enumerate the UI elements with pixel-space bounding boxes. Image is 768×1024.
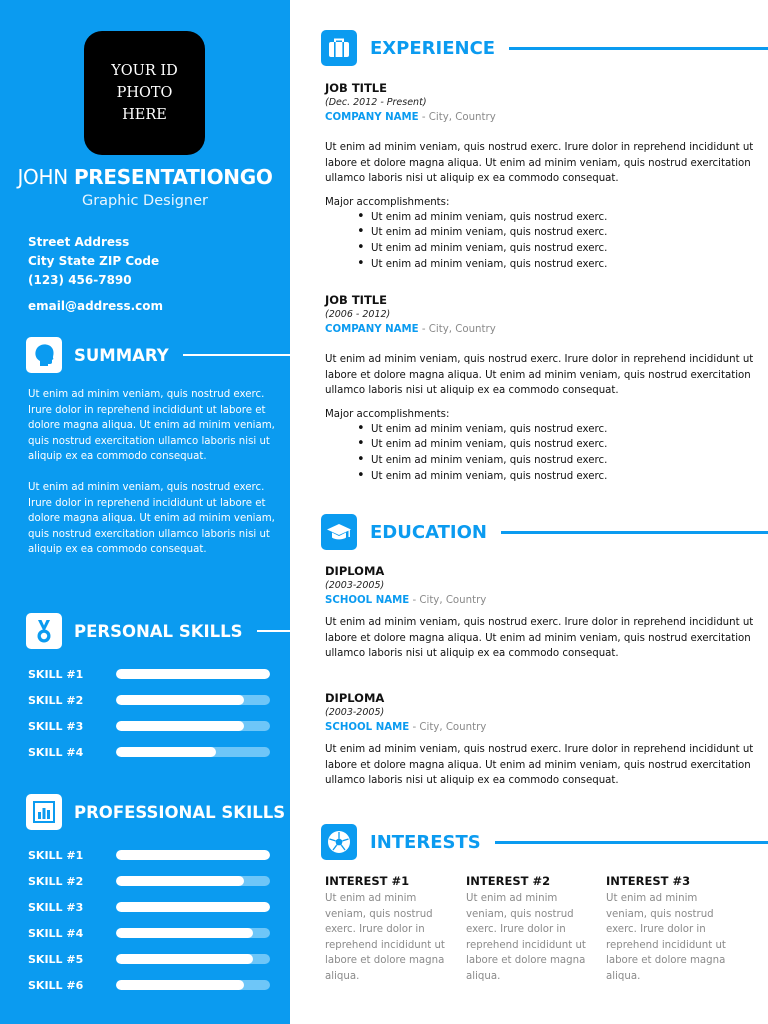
heading-divider <box>183 354 290 356</box>
experience-entry <box>325 292 755 484</box>
skill-row <box>28 666 272 682</box>
skill-level-bar <box>116 980 270 990</box>
skill-row <box>28 744 272 760</box>
skill-level-bar <box>116 747 270 757</box>
email-link[interactable]: email@address.com <box>28 299 164 313</box>
interest-title: INTEREST #2 <box>466 874 551 888</box>
briefcase-icon <box>321 30 357 66</box>
skill-label: SKILL #5 <box>28 952 84 966</box>
job-title: JOB TITLE <box>325 81 387 95</box>
skill-row <box>28 873 272 889</box>
phone-number: (123) 456-7890 <box>28 273 132 287</box>
skill-row <box>28 951 272 967</box>
heading-divider <box>501 531 768 534</box>
list-item: • Ut enim ad minim veniam, quis nostrud exerc. <box>371 469 755 485</box>
company-name: COMPANY NAME <box>325 324 419 335</box>
accomplishments-label: Major accomplishments: <box>325 196 450 208</box>
company-location: - City, Country <box>418 112 496 123</box>
education-entry <box>325 563 755 662</box>
personal-skills-heading <box>26 613 290 649</box>
skill-level-bar <box>116 902 270 912</box>
skill-level-bar <box>116 954 270 964</box>
last-name: PRESENTATIONGO <box>73 165 273 189</box>
school-line <box>325 593 755 609</box>
skill-label: SKILL #1 <box>28 667 84 681</box>
person-head-icon <box>26 337 62 373</box>
skill-level-fill <box>116 850 270 860</box>
interest-item <box>606 873 736 985</box>
job-description: Ut enim ad minim veniam, quis nostrud exerc. Irure dolor in reprehend incididunt ut labore et dolore magna aliqua. Ut enim ad minim veniam, quis nostrud exercitation ullamco laboris nisi ut aliquip ex ea commodo consequat. <box>325 354 754 397</box>
medal-icon <box>26 613 62 649</box>
skill-level-fill <box>116 695 244 705</box>
skill-row <box>28 925 272 941</box>
id-photo-placeholder <box>84 31 205 155</box>
summary-paragraph: Ut enim ad minim veniam, quis nostrud exerc. Irure dolor in reprehend incididunt ut labore et dolore magna aliqua. Ut enim ad minim veniam, quis nostrud exercitation ullamco laboris nisi ut aliquip ex ea commodo consequat. <box>28 389 275 463</box>
skill-label: SKILL #3 <box>28 900 84 914</box>
education-heading <box>321 514 768 550</box>
skill-level-fill <box>116 902 270 912</box>
company-location: - City, Country <box>418 324 496 335</box>
skill-level-fill <box>116 669 270 679</box>
summary-title: SUMMARY <box>74 345 169 365</box>
degree-title: DIPLOMA <box>325 691 385 705</box>
list-item: • Ut enim ad minim veniam, quis nostrud exerc. <box>371 210 755 226</box>
skill-label: SKILL #2 <box>28 693 84 707</box>
soccer-ball-icon <box>321 824 357 860</box>
list-item: • Ut enim ad minim veniam, quis nostrud exerc. <box>371 257 755 273</box>
skill-label: SKILL #2 <box>28 874 84 888</box>
job-dates: (Dec. 2012 - Present) <box>325 97 427 108</box>
interest-item <box>466 873 596 985</box>
skill-label: SKILL #4 <box>28 745 84 759</box>
skill-label: SKILL #4 <box>28 926 84 940</box>
summary-heading <box>26 337 290 373</box>
summary-paragraph: Ut enim ad minim veniam, quis nostrud exerc. Irure dolor in reprehend incididunt ut labore et dolore magna aliqua. Ut enim ad minim veniam, quis nostrud exercitation ullamco laboris nisi ut aliquip ex ea commodo consequat. <box>28 482 275 556</box>
list-item: • Ut enim ad minim veniam, quis nostrud exerc. <box>371 225 755 241</box>
photo-placeholder-text: YOUR ID PHOTO HERE <box>111 63 178 123</box>
skill-level-fill <box>116 928 253 938</box>
skill-row <box>28 847 272 863</box>
skill-label: SKILL #1 <box>28 848 84 862</box>
job-title: JOB TITLE <box>325 293 387 307</box>
school-name: SCHOOL NAME <box>325 722 410 733</box>
street-address: Street Address <box>28 235 130 249</box>
skill-row <box>28 718 272 734</box>
sidebar <box>0 0 290 1024</box>
interest-description: Ut enim ad minim veniam, quis nostrud exerc. Irure dolor in reprehend incididunt ut labore et dolore magna aliqua. <box>466 893 586 982</box>
skill-row <box>28 899 272 915</box>
education-description: Ut enim ad minim veniam, quis nostrud exerc. Irure dolor in reprehend incididunt ut labore et dolore magna aliqua. Ut enim ad minim veniam, quis nostrud exercitation ullamco laboris nisi ut aliquip ex ea commodo consequat. <box>325 617 754 660</box>
professional-skills-title: PROFESSIONAL SKILLS <box>74 802 286 822</box>
heading-divider <box>509 47 768 50</box>
candidate-name <box>0 165 290 189</box>
interest-item <box>325 873 455 985</box>
list-item: • Ut enim ad minim veniam, quis nostrud exerc. <box>371 437 755 453</box>
skill-row <box>28 977 272 993</box>
interest-title: INTEREST #1 <box>325 874 410 888</box>
personal-skills-title: PERSONAL SKILLS <box>74 621 243 641</box>
skill-level-bar <box>116 876 270 886</box>
school-line <box>325 720 755 736</box>
list-item: • Ut enim ad minim veniam, quis nostrud exerc. <box>371 453 755 469</box>
skill-level-fill <box>116 747 216 757</box>
education-title: EDUCATION <box>370 521 487 543</box>
skill-row <box>28 692 272 708</box>
education-dates: (2003-2005) <box>325 707 385 718</box>
education-entry <box>325 690 755 789</box>
skill-level-bar <box>116 721 270 731</box>
first-name: JOHN <box>17 165 68 189</box>
heading-divider <box>495 841 768 844</box>
professional-skills-heading <box>26 794 290 830</box>
skill-level-fill <box>116 980 244 990</box>
education-description: Ut enim ad minim veniam, quis nostrud exerc. Irure dolor in reprehend incididunt ut labore et dolore magna aliqua. Ut enim ad minim veniam, quis nostrud exercitation ullamco laboris nisi ut aliquip ex ea commodo consequat. <box>325 744 754 787</box>
interest-title: INTEREST #3 <box>606 874 691 888</box>
company-name: COMPANY NAME <box>325 112 419 123</box>
school-location: - City, Country <box>409 595 487 606</box>
skill-level-bar <box>116 695 270 705</box>
job-description: Ut enim ad minim veniam, quis nostrud exerc. Irure dolor in reprehend incididunt ut labore et dolore magna aliqua. Ut enim ad minim veniam, quis nostrud exercitation ullamco laboris nisi ut aliquip ex ea commodo consequat. <box>325 142 754 185</box>
city-state-zip: City State ZIP Code <box>28 254 160 268</box>
list-item: • Ut enim ad minim veniam, quis nostrud exerc. <box>371 422 755 438</box>
school-location: - City, Country <box>409 722 487 733</box>
interests-title: INTERESTS <box>370 831 481 853</box>
experience-heading <box>321 30 768 66</box>
interest-description: Ut enim ad minim veniam, quis nostrud exerc. Irure dolor in reprehend incididunt ut labore et dolore magna aliqua. <box>606 893 726 982</box>
skill-level-bar <box>116 669 270 679</box>
skill-level-fill <box>116 954 253 964</box>
skill-level-bar <box>116 928 270 938</box>
degree-title: DIPLOMA <box>325 564 385 578</box>
job-role: Graphic Designer <box>81 193 209 209</box>
education-dates: (2003-2005) <box>325 580 385 591</box>
interest-description: Ut enim ad minim veniam, quis nostrud exerc. Irure dolor in reprehend incididunt ut labore et dolore magna aliqua. <box>325 893 445 982</box>
skill-level-bar <box>116 850 270 860</box>
accomplishments-label: Major accomplishments: <box>325 408 450 420</box>
experience-entry <box>325 80 755 272</box>
company-line <box>325 322 755 338</box>
job-dates: (2006 - 2012) <box>325 309 391 320</box>
school-name: SCHOOL NAME <box>325 595 410 606</box>
skill-level-fill <box>116 876 244 886</box>
experience-title: EXPERIENCE <box>370 37 496 59</box>
company-line <box>325 110 755 126</box>
bar-chart-icon <box>26 794 62 830</box>
accomplishments-list <box>371 210 755 272</box>
accomplishments-list <box>371 422 755 484</box>
graduation-cap-icon <box>321 514 357 550</box>
skill-label: SKILL #6 <box>28 978 84 992</box>
skill-label: SKILL #3 <box>28 719 84 733</box>
list-item: • Ut enim ad minim veniam, quis nostrud exerc. <box>371 241 755 257</box>
interests-heading <box>321 824 768 860</box>
heading-divider <box>257 630 290 632</box>
skill-level-fill <box>116 721 244 731</box>
